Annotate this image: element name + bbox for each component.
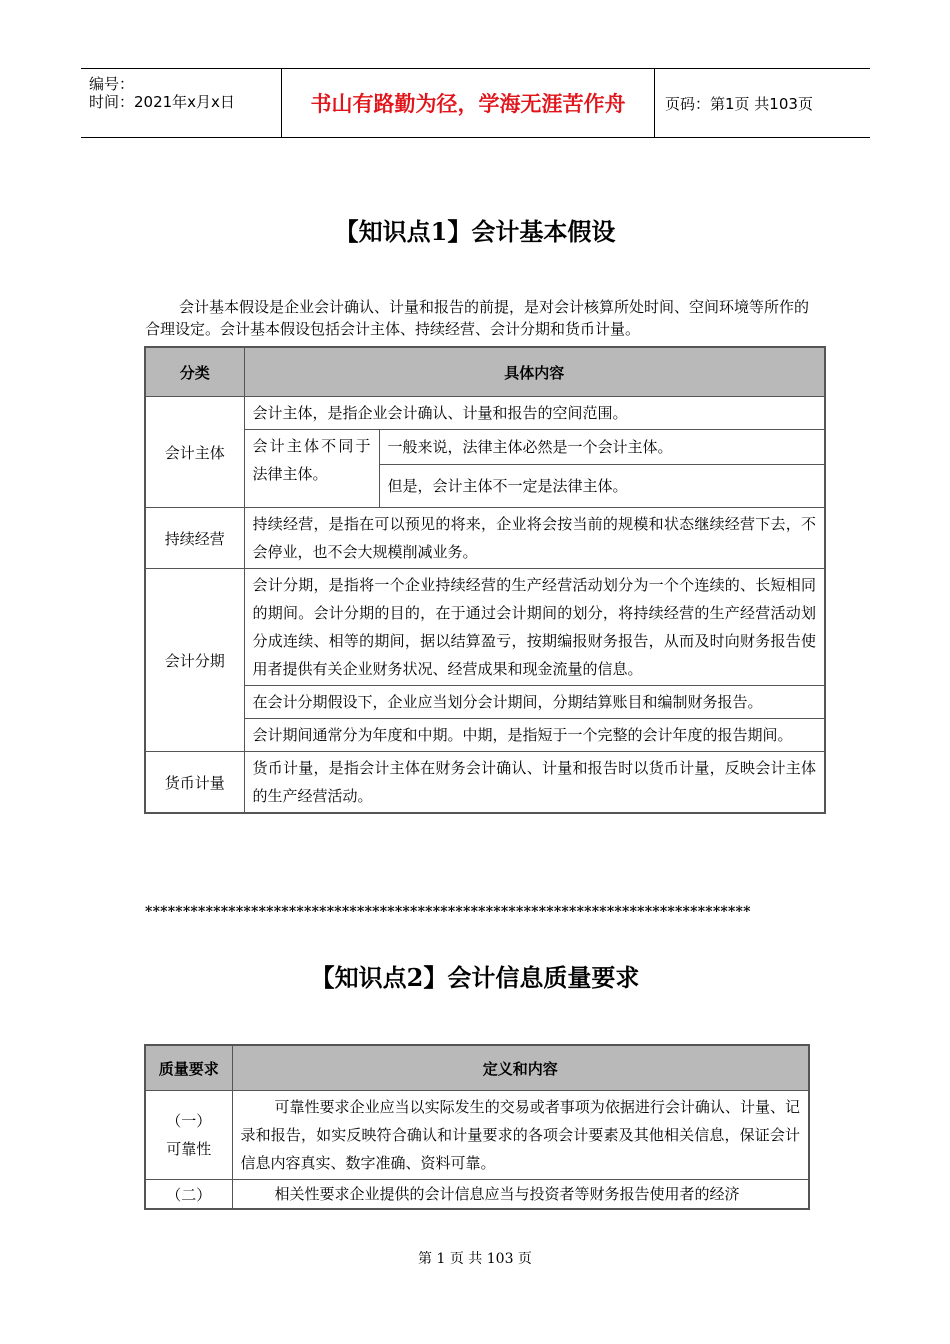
table-row [145,1180,809,1210]
header-page-info: 页码：第1页 共103页 [665,94,813,113]
number-label: 编号： [89,75,135,93]
entity-sub-1: 一般来说，法律主体必然是一个会计主体。 [379,430,825,465]
requirement-reliability [145,1091,232,1180]
table-header-row [145,347,825,397]
requirement-relevance [145,1180,232,1210]
entity-definition: 会计主体，是指企业会计确认、计量和报告的空间范围。 [244,397,825,430]
table-row [145,686,825,719]
table-row [145,719,825,752]
col-header-requirement: 质量要求 [145,1045,232,1091]
col-header-content: 具体内容 [244,347,825,397]
category-currency: 货币计量 [145,752,244,814]
table-row [145,1091,809,1180]
period-text-2: 在会计分期假设下，企业应当划分会计期间，分期结算账目和编制财务报告。 [244,686,825,719]
table-row [145,397,825,430]
page-header [81,68,870,138]
time-label: 时间：2021年x月x日 [89,93,235,111]
assumptions-table [144,346,826,814]
col-header-definition: 定义和内容 [232,1045,809,1091]
header-motto: 书山有路勤为径，学海无涯苦作舟 [282,69,655,137]
period-text-3: 会计期间通常分为年度和中期。中期，是指短于一个完整的会计年度的报告期间。 [244,719,825,752]
page-footer: 第 1 页 共 103 页 [418,1251,532,1267]
section2-title: 【知识点2】会计信息质量要求 [310,963,640,992]
category-going-concern: 持续经营 [145,508,244,569]
quality-table [144,1044,810,1210]
requirement-number: （一） [166,1112,212,1130]
period-text-1: 会计分期，是指将一个企业持续经营的生产经营活动划分为一个个连续的、长短相同的期间。会计分期的目的，在于通过会计期间的划分，将持续经营的生产经营活动划分成连续、相等的期间，据以结算盈亏，按期编报财务报告，从而及时向财务报告使用者提供有关企业财务状况、经营成果和现金流量的信息。 [244,569,825,686]
table-row [145,569,825,686]
table-row [145,508,825,569]
separator-stars: ******************************************************************************** [145,904,751,920]
entity-sub-label: 会计主体不同于法律主体。 [244,430,379,508]
header-meta [81,69,282,137]
relevance-text: 相关性要求企业提供的会计信息应当与投资者等财务报告使用者的经济 [232,1180,809,1210]
entity-sub-2: 但是，会计主体不一定是法律主体。 [379,465,825,508]
currency-text: 货币计量，是指会计主体在财务会计确认、计量和报告时以货币计量，反映会计主体的生产经营活动。 [244,752,825,814]
table-row [145,430,825,465]
section1-title: 【知识点1】会计基本假设 [334,217,616,246]
requirement-number: （二） [166,1185,212,1204]
table-row [145,752,825,814]
section1-intro: 会计基本假设是企业会计确认、计量和报告的前提，是对会计核算所处时间、空间环境等所作的合理设定。会计基本假设包括会计主体、持续经营、会计分期和货币计量。 [145,298,810,338]
category-entity: 会计主体 [145,397,244,508]
table-header-row [145,1045,809,1091]
category-period: 会计分期 [145,569,244,752]
col-header-category: 分类 [145,347,244,397]
going-concern-text: 持续经营，是指在可以预见的将来，企业将会按当前的规模和状态继续经营下去，不会停业，也不会大规模削减业务。 [244,508,825,569]
reliability-text: 可靠性要求企业应当以实际发生的交易或者事项为依据进行会计确认、计量、记录和报告，如实反映符合确认和计量要求的各项会计要素及其他相关信息，保证会计信息内容真实、数字准确、资料可靠。 [232,1091,809,1180]
requirement-name: 可靠性 [166,1140,212,1158]
